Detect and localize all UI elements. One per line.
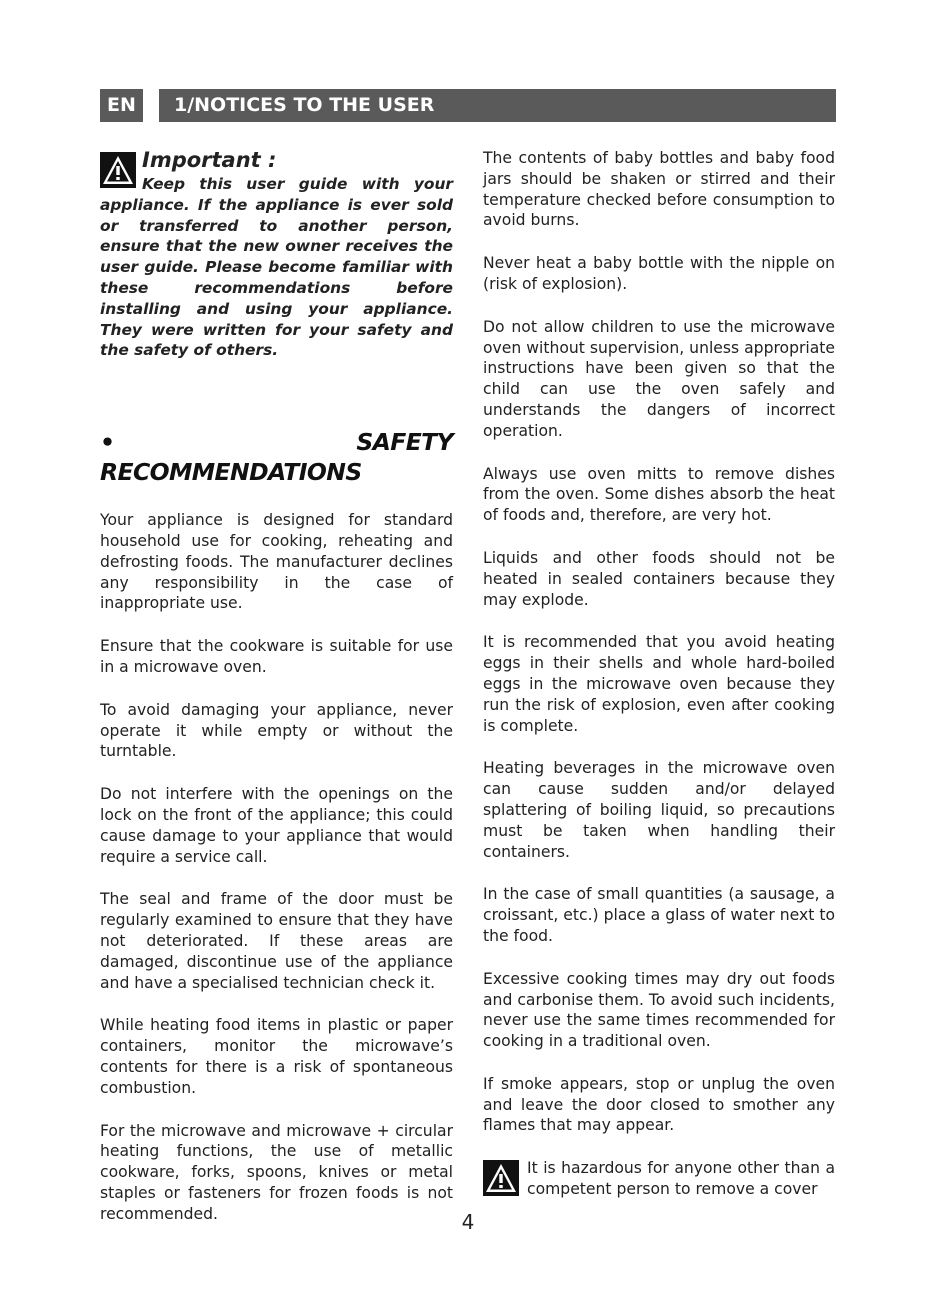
- warning-triangle-icon: [100, 152, 136, 188]
- paragraph: Liquids and other foods should not be heated in sealed containers because they may explode.: [483, 548, 835, 609]
- paragraph: Ensure that the cookware is suitable for use in a microwave oven.: [100, 637, 453, 676]
- paragraph: In the case of small quantities (a sausage, a croissant, etc.) place a glass of water next to the food.: [483, 885, 835, 945]
- paragraph: While heating food items in plastic or paper containers, monitor the microwave’s contents for there is a risk of spontaneous combustion.: [100, 1016, 453, 1097]
- important-title: Important :: [142, 148, 277, 172]
- warning-note: [483, 1158, 835, 1200]
- paragraph: For the microwave and microwave + circular heating functions, the use of metallic cookware, forks, spoons, knives or metal staples or fasteners for frozen foods is not recommended.: [100, 1121, 453, 1223]
- paragraph: Do not allow children to use the microwave oven without supervision, unless appropriate instructions have been given so that the child can use the oven safely and understands the dangers of incorrect operation.: [483, 317, 835, 440]
- chapter-title: 1/NOTICES TO THE USER: [159, 89, 836, 122]
- left-column: [100, 146, 453, 1246]
- paragraph: Your appliance is designed for standard household use for cooking, reheating and defrosting foods. The manufacturer declines any responsibility in the case of inappropriate use.: [100, 511, 453, 613]
- page-header: [100, 89, 836, 122]
- warning-triangle-icon: [483, 1160, 519, 1196]
- important-notice: [100, 146, 453, 361]
- paragraph: Never heat a baby bottle with the nipple on (risk of explosion).: [483, 254, 835, 293]
- language-badge: EN: [100, 89, 143, 122]
- paragraph: The contents of baby bottles and baby food jars should be shaken or stirred and their temperature checked before consumption to avoid burns.: [483, 149, 835, 230]
- paragraph: The seal and frame of the door must be regularly examined to ensure that they have not deteriorated. If these areas are damaged, discontinue use of the appliance and have a specialised technician check it.: [100, 890, 453, 992]
- section-title: • SAFETY RECOMMENDATIONS: [100, 428, 453, 487]
- paragraph: To avoid damaging your appliance, never operate it while empty or without the turntable.: [100, 700, 453, 761]
- warning-note-text: It is hazardous for anyone other than a competent person to remove a cover: [527, 1159, 835, 1199]
- right-column: [483, 148, 835, 1200]
- paragraph: Always use oven mitts to remove dishes from the oven. Some dishes absorb the heat of foods and, therefore, are very hot.: [483, 464, 835, 525]
- paragraph: It is recommended that you avoid heating eggs in their shells and whole hard-boiled eggs in the microwave oven because they run the risk of explosion, even after cooking is complete.: [483, 633, 835, 735]
- paragraph: Excessive cooking times may dry out foods and carbonise them. To avoid such incidents, never use the same times recommended for cooking in a traditional oven.: [483, 969, 835, 1051]
- important-body: Keep this user guide with your appliance. If the appliance is ever sold or transferred to another person, ensure that the new owner receives the user guide. Please become familiar with these recommendations before installing and using your appliance. They were written for your safety and the safety of others.: [100, 175, 453, 360]
- paragraph: Do not interfere with the openings on the lock on the front of the appliance; this could cause damage to your appliance that would require a service call.: [100, 785, 453, 866]
- paragraph: If smoke appears, stop or unplug the oven and leave the door closed to smother any flames that may appear.: [483, 1074, 835, 1135]
- paragraph: Heating beverages in the microwave oven can cause sudden and/or delayed splattering of boiling liquid, so precautions must be taken when handling their containers.: [483, 759, 835, 861]
- page-number: 4: [461, 1210, 475, 1234]
